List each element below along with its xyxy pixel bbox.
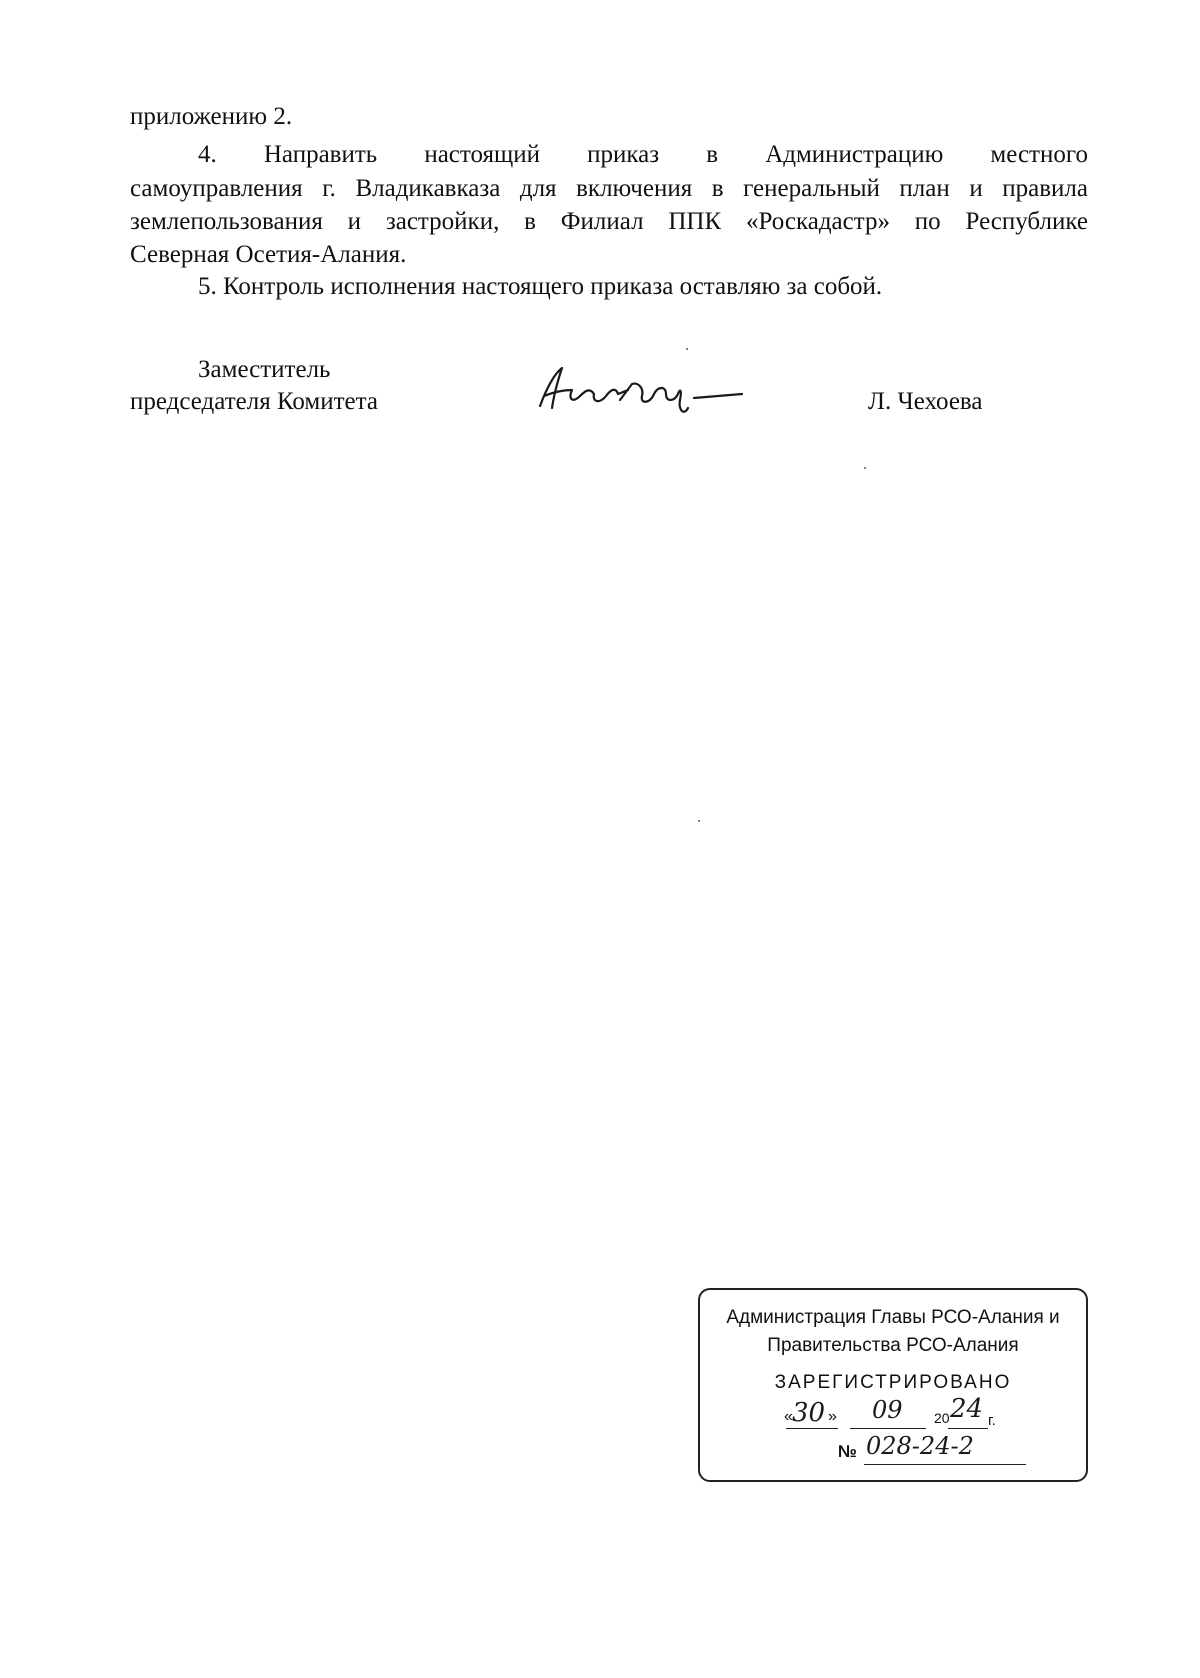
item-4-line-2: самоуправления г. Владикавказа для включения в генеральный план и правила — [130, 175, 1088, 202]
stamp-date-close-quote: » — [828, 1408, 837, 1425]
stamp-date-month-underline — [850, 1428, 926, 1429]
scan-speck — [686, 348, 688, 350]
item-4-line-3: землепользования и застройки, в Филиал ППК «Роскадастр» по Республике — [130, 208, 1088, 235]
registration-stamp — [698, 1288, 1088, 1482]
stamp-date-open-quote: « — [784, 1408, 793, 1425]
handwritten-signature — [532, 360, 752, 425]
item-4-word: Направить — [263, 141, 378, 168]
item-4-line-4: Северная Осетия-Алания. — [130, 241, 407, 268]
item-4-line-1 — [198, 138, 1088, 171]
item-4-word: Администрацию — [765, 141, 944, 168]
scan-speck — [698, 820, 700, 822]
item-4-word: в — [706, 141, 719, 168]
stamp-organization-line-1: Администрация Главы РСО-Алания и — [726, 1307, 1060, 1328]
scan-speck — [864, 467, 866, 469]
stamp-date-day-underline — [786, 1428, 838, 1429]
paragraph-continuation: приложению 2. — [130, 103, 293, 130]
signatory-title-line-2: председателя Комитета — [130, 388, 378, 415]
item-4-word: настоящий — [424, 141, 541, 168]
stamp-date-year: 24 — [950, 1394, 984, 1424]
stamp-number-underline — [864, 1464, 1026, 1465]
stamp-date-suffix: г. — [988, 1412, 996, 1429]
stamp-organization-line-2: Правительства РСО-Алания — [767, 1335, 1019, 1356]
item-4-word: 4. — [198, 141, 217, 168]
stamp-registered-label: ЗАРЕГИСТРИРОВАНО — [774, 1372, 1012, 1393]
stamp-number-value: 028-24-2 — [866, 1432, 974, 1460]
signatory-title-line-1: Заместитель — [198, 356, 331, 383]
stamp-date-year-prefix: 20 — [934, 1410, 950, 1426]
item-5: 5. Контроль исполнения настоящего приказа оставляю за собой. — [198, 273, 883, 300]
stamp-date-day: 30 — [792, 1398, 826, 1428]
item-4-word: местного — [990, 141, 1088, 168]
signatory-name: Л. Чехоева — [868, 388, 983, 415]
stamp-number-label: № — [838, 1442, 857, 1461]
stamp-date-month: 09 — [872, 1396, 903, 1424]
item-4-word: приказ — [587, 141, 660, 168]
stamp-date-year-underline — [948, 1428, 988, 1429]
